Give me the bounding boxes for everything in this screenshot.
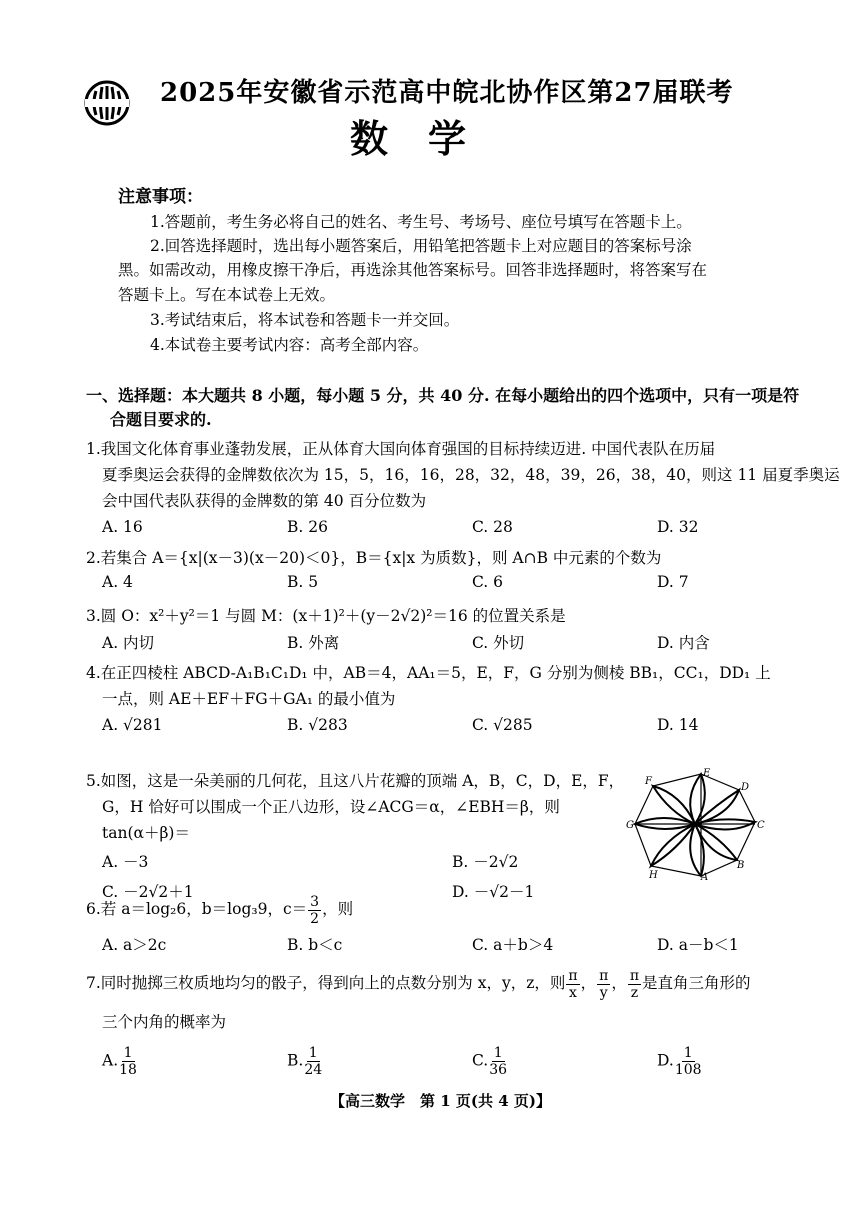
question-6 <box>86 892 842 955</box>
subject-title: 数学 <box>350 116 507 161</box>
option-a: A. 4 <box>102 573 133 591</box>
exam-organizer-logo-icon <box>82 78 132 128</box>
option-label: C. <box>472 1051 489 1069</box>
notice-heading: 注意事项： <box>118 187 203 207</box>
section-heading-line: 合题目要求的. <box>110 410 212 429</box>
fraction-numerator: 1 <box>493 1044 503 1061</box>
figure-label: C <box>757 820 765 831</box>
fraction-denominator: x <box>569 984 577 1001</box>
question-line: 夏季奥运会获得的金牌数依次为 15，5，16，16，28，32，48，39，26，38，40，则这 11 届夏季奥运 <box>102 466 840 484</box>
fraction <box>304 1045 322 1078</box>
question-text: 7.同时抛掷三枚质地均匀的骰子，得到向上的点数分别为 x，y，z，则 <box>86 974 566 992</box>
section-heading-line: 一、选择题：本大题共 8 小题，每小题 5 分，共 40 分. 在每小题给出的四个选项中，只有一项是符 <box>86 386 800 405</box>
option-a: A. a＞2c <box>102 935 167 954</box>
figure-label: G <box>626 820 634 831</box>
notice-line: 黑。如需改动，用橡皮擦干净后，再选涂其他答案标号。回答非选择题时，将答案写在 <box>118 261 708 279</box>
question-line: 7.同时抛掷三枚质地均匀的骰子，得到向上的点数分别为 x，y，z，则 $\frac{\pi}{x}$ ， $\frac{\pi}{y}$ ， $\frac{\pi}{z}$ 是直角三角形的 <box>86 967 751 1001</box>
fraction <box>597 968 610 1001</box>
notice-line: 3.考试结束后，将本试卷和答题卡一并交回。 <box>150 311 460 329</box>
option-a <box>102 1045 287 1078</box>
option-label: D. <box>657 1051 674 1069</box>
question-4 <box>86 660 842 734</box>
option-d: D. 32 <box>657 518 699 536</box>
option-c: C. a＋b＞4 <box>472 935 554 954</box>
question-text: 6.若 a＝log₂6，b＝log₃9，c＝ <box>86 900 308 918</box>
fraction-denominator: 36 <box>489 1061 508 1078</box>
fraction-numerator: π <box>568 967 578 984</box>
options-row <box>86 933 842 955</box>
figure-label: B <box>737 860 745 871</box>
option-label: A. <box>102 1051 119 1069</box>
fraction-numerator: 3 <box>310 893 320 910</box>
option-label: B. <box>287 1051 304 1069</box>
option-b: B. 外离 <box>287 634 340 652</box>
notice-line: 4.本试卷主要考试内容：高考全部内容。 <box>150 336 429 354</box>
option-c: C. 28 <box>472 518 513 536</box>
fraction-numerator: π <box>629 967 640 984</box>
fraction-denominator: y <box>599 984 608 1001</box>
question-line: 三个内角的概率为 <box>102 1012 227 1031</box>
option-b: B. √283 <box>287 716 348 734</box>
option-a: A. －3 <box>102 853 149 871</box>
question-text: ，则 <box>322 900 354 918</box>
option-c: C. －2√2＋1 <box>102 883 194 901</box>
options-row <box>86 518 842 536</box>
options-row <box>86 1045 842 1078</box>
fraction-denominator: 18 <box>119 1061 137 1078</box>
notice-line: 1.答题前，考生务必将自己的姓名、考生号、考场号、座位号填写在答题卡上。 <box>150 213 692 231</box>
fraction-numerator: 1 <box>683 1044 693 1061</box>
option-d: D. 14 <box>657 716 699 734</box>
fraction <box>675 1045 702 1078</box>
fraction <box>308 894 321 927</box>
option-c: C. 6 <box>472 573 504 591</box>
fraction-numerator: π <box>599 967 609 984</box>
question-line <box>86 892 842 927</box>
question-line: 4.在正四棱柱 ABCD-A₁B₁C₁D₁ 中，AB＝4，AA₁＝5，E，F，G 分别为侧棱 BB₁，CC₁，DD₁ 上 <box>86 664 771 682</box>
option-a: A. 16 <box>102 518 143 536</box>
question-line: 会中国代表队获得的金牌数的第 40 百分位数为 <box>102 492 427 510</box>
option-a: A. √281 <box>102 716 163 734</box>
notice-line: 2.回答选择题时，选出每小题答案后，用铅笔把答题卡上对应题目的答案标号涂 <box>150 237 692 255</box>
notice-line: 答题卡上。写在本试卷上无效。 <box>118 286 336 304</box>
question-line: 1.我国文化体育事业蓬勃发展，正从体育大国向体育强国的目标持续迈进. 中国代表队在历届 <box>86 440 716 458</box>
question-line: 3.圆 O：x²＋y²＝1 与圆 M：(x＋1)²＋(y－2√2)²＝16 的位置关系是 <box>86 607 566 625</box>
options-row <box>86 631 842 653</box>
options-row <box>86 716 842 734</box>
question-line: 5.如图，这是一朵美丽的几何花，且这八片花瓣的顶端 A，B，C，D，E，F， <box>86 772 625 790</box>
fraction-denominator: 2 <box>310 910 320 927</box>
option-d <box>657 1045 842 1078</box>
option-d: D. 7 <box>657 573 689 591</box>
question-3 <box>86 603 842 653</box>
option-d: D. －√2－1 <box>452 883 535 901</box>
section-heading <box>86 384 799 432</box>
question-line: G，H 恰好可以围成一个正八边形，设∠ACG＝α，∠EBH＝β，则 <box>102 798 560 816</box>
fraction-denominator: 108 <box>674 1061 702 1078</box>
option-b: B. 26 <box>287 518 328 536</box>
option-c <box>472 1045 657 1078</box>
fraction <box>489 1045 507 1078</box>
question-text: 是直角三角形的 <box>642 974 751 992</box>
fraction-numerator: 1 <box>308 1044 318 1061</box>
option-b: B. －2√2 <box>452 853 519 871</box>
page-footer: 【高三数学 第 1 页(共 4 页)】 <box>330 1092 551 1110</box>
geometric-flower-octagon-icon <box>625 768 765 880</box>
figure-label: E <box>703 768 711 779</box>
option-c: C. √285 <box>472 716 533 734</box>
question-7 <box>86 966 842 1078</box>
question-2 <box>86 545 842 591</box>
question-1 <box>86 436 842 536</box>
option-b <box>287 1045 472 1078</box>
figure-label: F <box>645 776 652 787</box>
fraction <box>628 968 641 1001</box>
option-b: B. 5 <box>287 573 319 591</box>
figure-label: A <box>701 872 709 880</box>
fraction-denominator: z <box>630 984 639 1001</box>
option-c: C. 外切 <box>472 634 525 652</box>
fraction <box>119 1045 137 1078</box>
fraction <box>566 968 579 1001</box>
option-d: D. a－b＜1 <box>657 935 739 954</box>
exam-title: 2025年安徽省示范高中皖北协作区第27届联考 <box>160 78 734 108</box>
fraction-denominator: 24 <box>304 1061 323 1078</box>
figure-label: H <box>649 870 658 880</box>
question-line: 一点，则 AE＋EF＋FG＋GA₁ 的最小值为 <box>102 690 396 708</box>
question-line: 2.若集合 A＝{x|(x－3)(x－20)＜0}，B＝{x|x 为质数}，则 A∩B 中元素的个数为 <box>86 549 662 567</box>
option-b: B. b＜c <box>287 935 343 954</box>
options-row <box>86 573 842 591</box>
question-line: tan(α＋β)＝ <box>102 824 190 842</box>
fraction-numerator: 1 <box>123 1044 133 1061</box>
option-d: D. 内含 <box>657 634 710 652</box>
option-a: A. 内切 <box>102 634 155 652</box>
figure-label: D <box>741 782 750 793</box>
